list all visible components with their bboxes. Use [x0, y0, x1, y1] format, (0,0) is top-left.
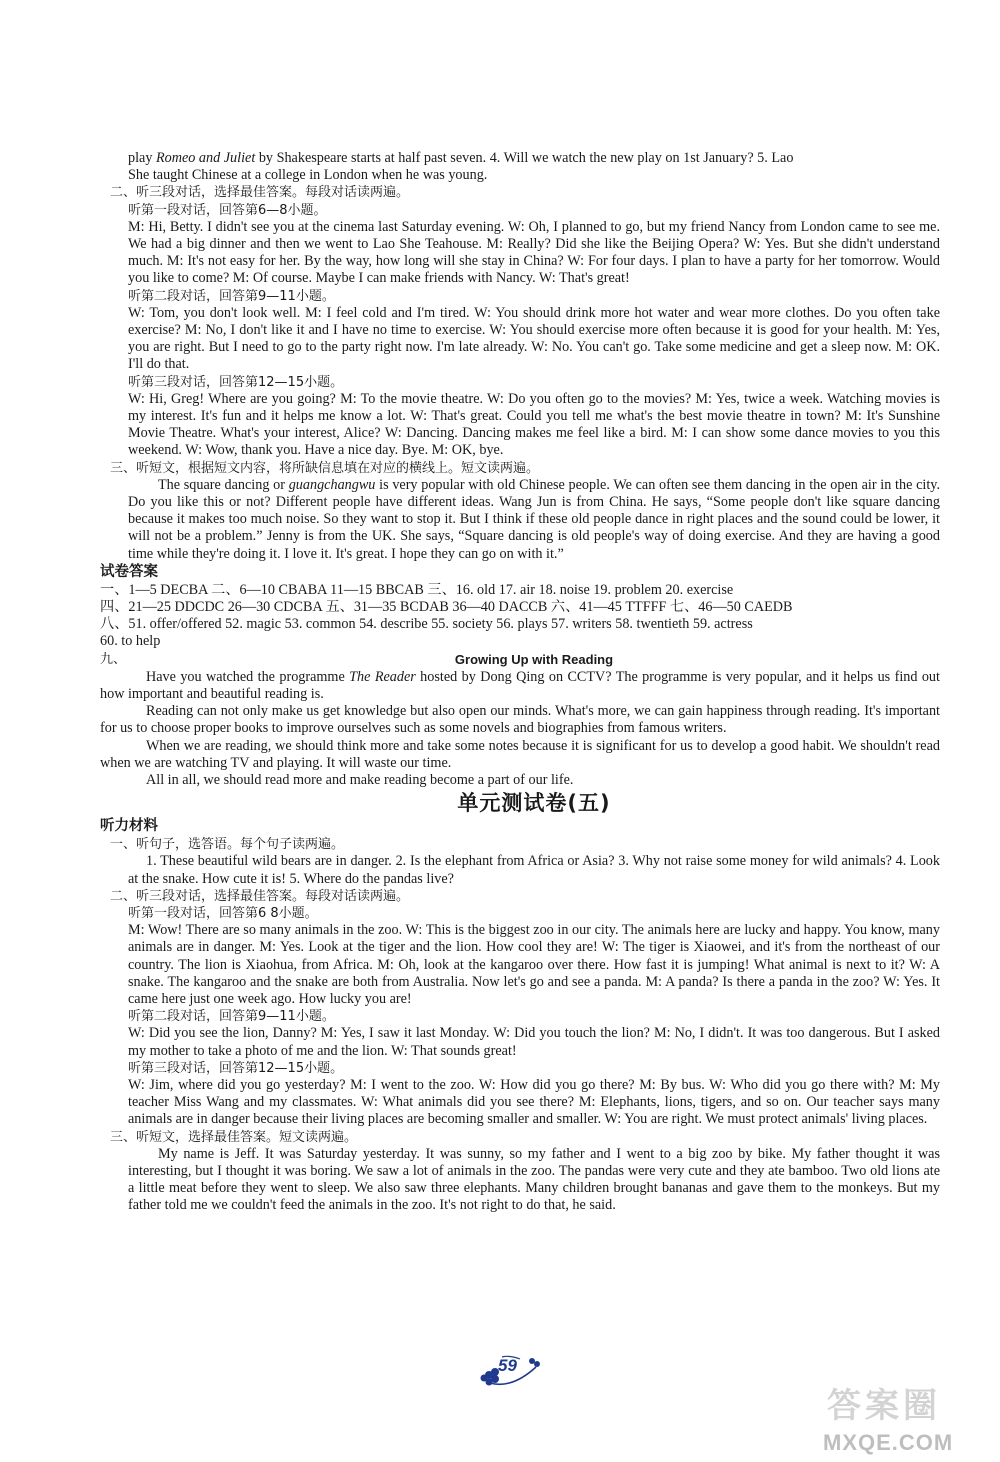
- page-number-badge: [480, 1353, 544, 1387]
- section-heading: 三、听短文，根据短文内容，将所缺信息填在对应的横线上。短文读两遍。: [110, 460, 540, 476]
- essay: [100, 651, 940, 789]
- answers-title: 试卷答案: [100, 563, 158, 580]
- text-span: play: [128, 150, 156, 166]
- section-heading: 一、听句子，选答语。每个句子读两遍。: [110, 837, 345, 853]
- dialogue-text: M: Hi, Betty. I didn't see you at the cinema last Saturday evening. W: Oh, I planned to go, but my friend Nancy from London came to see me. We had a big dinner and then we went to Lao She Teahouse. M: Really? Did she like the Beijing Opera? W: Yes. But she didn't understand much. M: It's not easy for her. By the way, how long will she stay in China? W: For four days. I plan to have a party for her tomorrow. Would you like to come? M: Of course. Maybe I can make friends with Nancy. W: That's great!: [128, 218, 940, 287]
- section-heading: 二、听三段对话，选择最佳答案。每段对话读两遍。: [110, 888, 410, 904]
- dialogue-text: W: Did you see the lion, Danny? M: Yes, I saw it last Monday. W: Did you touch the lion? M: No, I didn't. It was too dangerous. But I asked my mother to take a photo of me and the lion. W: That sounds great!: [128, 1025, 940, 1059]
- answers-line: 一、1—5 DECBA 二、6—10 CBABA 11—15 BBCAB 三、16. old 17. air 18. noise 19. problem 20. exercise: [100, 581, 734, 598]
- italic-term: guangchangwu: [288, 476, 376, 493]
- watermark-url: MXQE.COM: [823, 1430, 954, 1455]
- sentences-text: 1. These beautiful wild bears are in danger. 2. Is the elephant from Africa or Asia? 3. Why not raise some money for wild animals? 4. Look at the snake. How cute it is! 5. Where do the pandas live?: [128, 853, 940, 887]
- passage-text: [128, 477, 940, 563]
- essay-title-row: [100, 651, 940, 669]
- watermark-text: 答案圈: [827, 1386, 941, 1426]
- top-line-2: She taught Chinese at a college in London when he was young.: [128, 167, 488, 184]
- text-span: The square dancing or: [158, 476, 289, 493]
- essay-paragraph: When we are reading, we should think more and take some notes because it is significant for us to develop a good habit. We shouldn't read when we are watching TV and playing. It will waste our time.: [100, 737, 940, 771]
- dialogue-heading: 听第三段对话，回答第12—15小题。: [128, 374, 344, 390]
- play-title: Romeo and Juliet: [155, 150, 256, 166]
- text-span: Have you watched the programme: [146, 668, 350, 685]
- dialogue-heading: 听第一段对话，回答第6—8小题。: [128, 202, 327, 218]
- text-span: is very popular with old Chinese people. We can often see them dancing in the open air in the city. Do you like this or not? Different people have different ideas. Wang Jun is from China. He says, “Some people don't like square dancing because it makes too much noise. So they want to stop it. But I think if these old people dance in right places and the sound could be lower, it will not be a problem.” Jenny is from the UK. She says, “Square dancing is old people's way of doing exercise. And they are having a good time while they're doing it. I love it. It's great. I hope they can go on with it.”: [128, 476, 940, 562]
- dialogue-text: W: Hi, Greg! Where are you going? M: To the movie theatre. W: Do you often go to the movies? M: Yes, twice a week. Watching movies is my interest. It's fun and it helps me know a lot. W: That's great. Could you tell me what's the best movie theatre in town? M: It's Sunshine Movie Theatre. What's your interest, Alice? W: Dancing. Dancing makes me feel like a bird. M: I can show some dance movies to you this weekend. W: Wow, thank you. Have a nice day. Bye. M: OK, bye.: [128, 390, 940, 459]
- dialogue-heading: 听第二段对话，回答第9—11小题。: [128, 288, 335, 304]
- unit-title: 单元测试卷(五): [457, 791, 611, 816]
- top-line-1: [128, 150, 940, 167]
- essay-number: 九、: [100, 651, 127, 667]
- text-span: by Shakespeare starts at half past seven. 4. Will we watch the new play on 1st January? 5. Lao: [255, 150, 794, 166]
- dialogue-heading: 听第一段对话，回答第6 8小题。: [128, 905, 318, 921]
- dialogue-heading: 听第二段对话，回答第9—11小题。: [128, 1009, 335, 1025]
- answers-line: 四、21—25 DDCDC 26—30 CDCBA 五、31—35 BCDAB 36—40 DACCB 六、41—45 TTFFF 七、46—50 CAEDB: [100, 599, 793, 616]
- page-number: 59: [498, 1356, 517, 1375]
- dialogue-heading: 听第三段对话，回答第12—15小题。: [128, 1060, 344, 1076]
- answers-line: 八、51. offer/offered 52. magic 53. common 54. describe 55. society 56. plays 57. writers 58. twentieth 59. actress: [100, 616, 753, 633]
- essay-paragraph: [100, 669, 940, 703]
- section-heading: 三、听短文，选择最佳答案。短文读两遍。: [110, 1129, 358, 1145]
- essay-title: Growing Up with Reading: [454, 651, 614, 667]
- essay-paragraph: Reading can not only make us get knowledge but also open our minds. What's more, we can gain happiness through reading. It's important for us to choose proper books to improve ourselves such as some novels and biographies from famous writers.: [100, 703, 940, 737]
- section-heading: 二、听三段对话，选择最佳答案。每段对话读两遍。: [110, 185, 410, 201]
- listening-title: 听力材料: [100, 818, 158, 835]
- text-span: hosted by Dong Qing on CCTV? The programme is very popular, and it helps us find out how important and beautiful reading is.: [100, 668, 940, 702]
- dialogue-text: M: Wow! There are so many animals in the zoo. W: This is the biggest zoo in our city. The animals here are lucky and happy. You know, many animals are in danger. M: Yes. Look at the tiger and the lion. How cool they are! W: The tiger is Xiaowei, and it's from the northeast of our country. The lion is Xiaohua, from Africa. M: Oh, look at the kangaroo over there. How fast it is jumping! What animal is next to it? W: A snake. The kangaroo and the snake are both from Australia. Now let's go and see a panda. M: A panda? Is there a panda in the zoo? W: Yes. It came here just one week ago. How lucky you are!: [128, 922, 940, 1007]
- watermark-logo: [815, 1386, 1000, 1462]
- programme-title: The Reader: [349, 668, 416, 685]
- answers-line: 60. to help: [100, 633, 161, 650]
- essay-paragraph: All in all, we should read more and make reading become a part of our life.: [146, 771, 574, 788]
- page-content: [100, 150, 940, 1215]
- dialogue-text: W: Tom, you don't look well. M: I feel cold and I'm tired. W: You should drink more hot water and wear more clothes. Do you often take exercise? M: No, I don't like it and I have no time to exercise. W: You should exercise more often because it is good for your health. M: Yes, you are right. But I need to go to the party right now. I'm late already. W: No. You can't go. Take some medicine and get a sleep now. M: OK. I'll do that.: [128, 304, 940, 373]
- passage-text: My name is Jeff. It was Saturday yesterday. It was sunny, so my father and I went to a big zoo by bike. My father thought it was interesting, but I thought it was boring. We saw a lot of animals in the zoo. The pandas were very cute and they ate bamboo. Two old lions ate a little meat before they went to sleep. We also saw three elephants. Many children brought bananas and gave them to the monkeys. But my father told me we couldn't feed the animals in the zoo. It's not right to do that, he said.: [128, 1145, 940, 1214]
- dialogue-text: W: Jim, where did you go yesterday? M: I went to the zoo. W: How did you go there? M: By bus. W: Who did you go there with? M: My teacher Miss Wang and my classmates. W: What animals did you see there? M: Elephants, lions, tigers, and so on. Our teacher says many animals are in danger because their living places are becoming smaller and smaller. W: You are right. We must protect animals' living places.: [128, 1076, 940, 1128]
